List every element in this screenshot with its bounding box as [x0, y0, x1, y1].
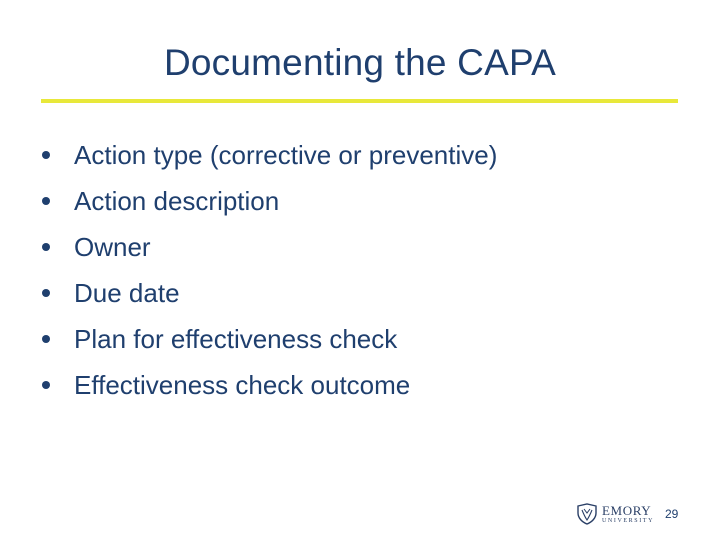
- emory-logo: [576, 503, 654, 525]
- bullet-item: [42, 132, 497, 178]
- bullet-item: [42, 270, 497, 316]
- bullet-text: Action description: [74, 185, 280, 216]
- logo-wordmark: [602, 504, 654, 524]
- logo-subtitle: UNIVERSITY: [602, 518, 654, 524]
- bullet-dot-icon: [42, 289, 50, 297]
- bullet-dot-icon: [42, 151, 50, 159]
- emory-shield-icon: [576, 503, 598, 525]
- bullet-text: Owner: [74, 231, 151, 262]
- bullet-text: Effectiveness check outcome: [74, 369, 411, 400]
- logo-name: EMORY: [602, 503, 652, 518]
- bullet-dot-icon: [42, 335, 50, 343]
- bullet-item: [42, 224, 497, 270]
- page-number: 29: [665, 507, 679, 521]
- bullet-item: [42, 178, 497, 224]
- bullet-dot-icon: [42, 381, 50, 389]
- bullet-dot-icon: [42, 197, 50, 205]
- bullet-item: [42, 316, 497, 362]
- bullet-text: Due date: [74, 277, 180, 308]
- bullet-text: Action type (corrective or preventive): [74, 139, 498, 170]
- slide-title: Documenting the CAPA: [163, 42, 556, 83]
- bullet-list: [42, 132, 497, 408]
- bullet-text: Plan for effectiveness check: [74, 323, 398, 354]
- bullet-item: [42, 362, 497, 408]
- title-underline: [41, 99, 678, 103]
- bullet-dot-icon: [42, 243, 50, 251]
